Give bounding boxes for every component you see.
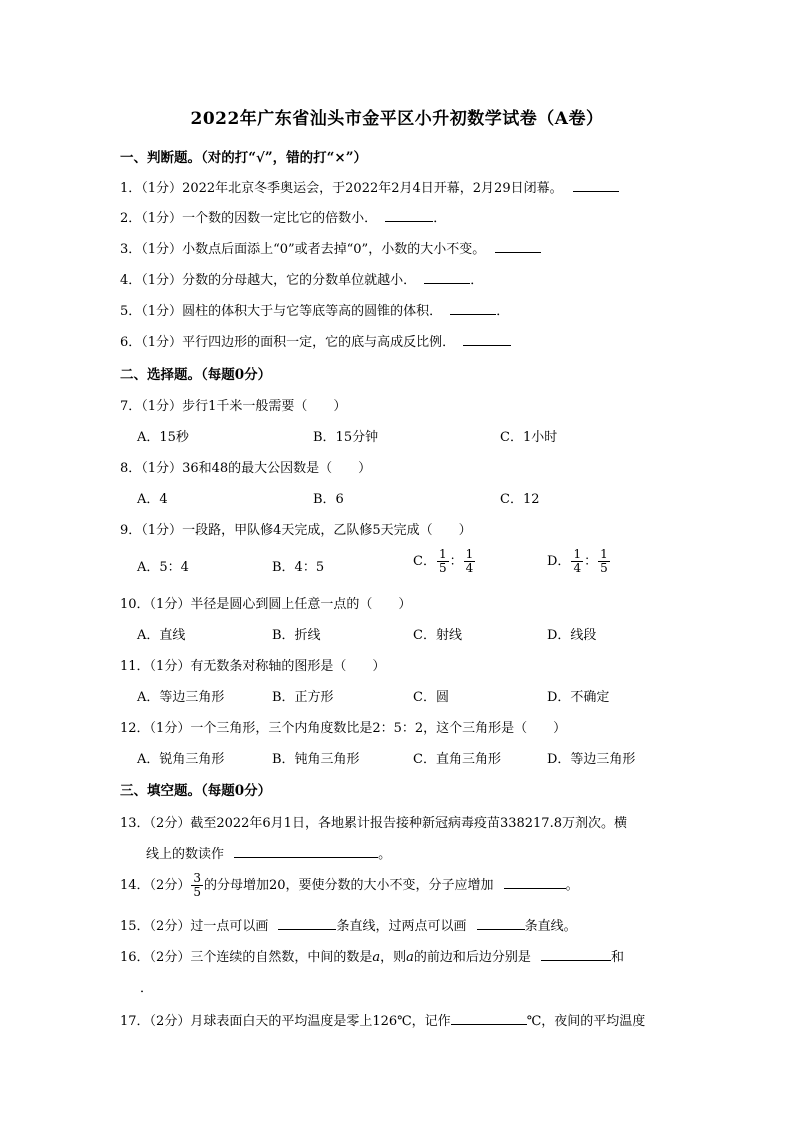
answer-blank[interactable]: [450, 302, 496, 315]
option-c[interactable]: C．射线: [413, 628, 462, 643]
question-number: 17．: [120, 1014, 150, 1029]
question-number: 1．: [120, 181, 142, 196]
question-5: [120, 300, 509, 319]
answer-blank[interactable]: [477, 917, 525, 930]
question-text: 有无数条对称轴的图形是（ ）: [190, 659, 386, 674]
question-number: 11．: [120, 659, 150, 674]
question-number: 6．: [120, 335, 142, 350]
question-text: 平行四边形的面积一定，它的底与高成反比例．: [182, 335, 456, 350]
option-d[interactable]: D．不确定: [547, 690, 610, 705]
question-score: （1分）: [149, 597, 191, 612]
question-score: （1分）: [149, 659, 191, 674]
question-text: 过一点可以画: [190, 919, 269, 934]
question-4: [120, 269, 483, 288]
option-b[interactable]: B．4：5: [272, 560, 325, 575]
question-score: （1分）: [149, 721, 191, 736]
option-a[interactable]: A．直线: [137, 628, 186, 643]
answer-blank[interactable]: [573, 179, 619, 192]
option-c[interactable]: C．圆: [413, 690, 449, 705]
question-text: 圆柱的体积大于与它等底等高的圆锥的体积．: [182, 304, 443, 319]
question-9: [120, 519, 472, 538]
option-a[interactable]: A．锐角三角形: [137, 752, 225, 767]
question-score: （1分）: [141, 273, 183, 288]
question-11: [120, 655, 385, 674]
question-tail: 。: [378, 847, 392, 862]
option-a[interactable]: A．5：4: [137, 560, 189, 575]
question-13-line-2: [146, 843, 391, 862]
question-score: （2分）: [149, 878, 191, 893]
question-3: [120, 238, 541, 257]
question-text: 条直线，过两点可以画: [336, 919, 467, 934]
question-13: [120, 812, 627, 831]
option-d[interactable]: D．线段: [547, 628, 597, 643]
question-number: 16．: [120, 950, 150, 965]
answer-blank[interactable]: [451, 1012, 527, 1025]
question-number: 14．: [120, 878, 150, 893]
answer-blank[interactable]: [495, 240, 541, 253]
answer-blank[interactable]: [424, 271, 470, 284]
fraction: [464, 548, 476, 575]
option-label: C．: [413, 554, 436, 569]
answer-blank[interactable]: [541, 948, 611, 961]
option-d[interactable]: [547, 548, 611, 575]
variable-a: a: [372, 950, 381, 965]
question-tail: 。: [565, 878, 579, 893]
question-score: （1分）: [141, 211, 183, 226]
option-b[interactable]: B．折线: [272, 628, 321, 643]
numerator: 1: [573, 547, 582, 561]
question-number: 9．: [120, 523, 142, 538]
option-b[interactable]: B．正方形: [272, 690, 334, 705]
option-c[interactable]: C．1小时: [500, 430, 558, 445]
denominator: 4: [573, 561, 582, 575]
fraction: [571, 548, 583, 575]
option-a[interactable]: A．4: [137, 492, 168, 507]
question-tail: ．: [433, 211, 447, 226]
denominator: 5: [193, 885, 201, 899]
section-true-false-heading: 一、判断题。（对的打“√”，错的打“×”）: [120, 150, 367, 166]
question-score: （1分）: [141, 461, 183, 476]
question-score: （2分）: [149, 816, 191, 831]
question-number: 3．: [120, 242, 142, 257]
ratio-separator: ：: [584, 554, 598, 569]
answer-blank[interactable]: [234, 845, 378, 858]
question-number: 10．: [120, 597, 150, 612]
question-number: 12．: [120, 721, 150, 736]
fraction: [191, 872, 203, 899]
question-text: 一个三角形，三个内角度数比是2：5：2，这个三角形是（ ）: [190, 721, 567, 736]
question-score: （1分）: [141, 304, 183, 319]
question-number: 5．: [120, 304, 142, 319]
section-multiple-choice-heading: 二、选择题。（每题0分）: [120, 367, 272, 383]
option-c[interactable]: [413, 548, 476, 575]
question-16: [120, 946, 624, 965]
question-text: 2022年北京冬季奥运会，于2022年2月4日开幕，2月29日闭幕。: [182, 181, 563, 196]
question-16-line-2: [140, 977, 153, 996]
question-text: 三个连续的自然数，中间的数是: [190, 950, 373, 965]
option-b[interactable]: B．钝角三角形: [272, 752, 360, 767]
question-score: （1分）: [141, 523, 183, 538]
question-text: 一段路，甲队修4天完成，乙队修5天完成（ ）: [182, 523, 472, 538]
question-score: （2分）: [149, 1014, 191, 1029]
question-15: [120, 915, 577, 934]
fraction: [437, 548, 449, 575]
ratio-separator: ：: [449, 554, 463, 569]
denominator: 5: [438, 561, 447, 575]
question-2: [120, 207, 446, 226]
question-text: 的前边和后边分别是: [413, 950, 531, 965]
option-a[interactable]: A．15秒: [137, 430, 189, 445]
option-d[interactable]: D．等边三角形: [547, 752, 636, 767]
exam-title: 2022年广东省汕头市金平区小升初数学试卷（A卷）: [190, 109, 604, 129]
question-number: 13．: [120, 816, 150, 831]
question-score: （2分）: [149, 919, 191, 934]
question-score: （1分）: [141, 399, 183, 414]
fraction: [598, 548, 610, 575]
numerator: 1: [465, 547, 474, 561]
question-text: 的分母增加20，要使分数的大小不变，分子应增加: [203, 878, 494, 893]
numerator: 1: [600, 547, 608, 561]
question-tail: ．: [470, 273, 484, 288]
question-text: 线上的数读作: [146, 847, 225, 862]
question-number: 8．: [120, 461, 142, 476]
option-c[interactable]: C．直角三角形: [413, 752, 501, 767]
question-number: 7．: [120, 399, 142, 414]
question-8: [120, 457, 371, 476]
answer-blank[interactable]: [385, 209, 433, 222]
answer-blank[interactable]: [463, 333, 511, 346]
question-text: ，则: [380, 950, 407, 965]
question-10: [120, 593, 411, 612]
question-score: （2分）: [149, 950, 191, 965]
question-text: 分数的分母越大，它的分数单位就越小．: [182, 273, 417, 288]
question-text: 截至2022年6月1日，各地累计报告接种新冠病毒疫苗338217.8万剂次。横: [190, 816, 627, 831]
question-text: 月球表面白天的平均温度是零上126℃，记作: [190, 1014, 451, 1029]
question-number: 4．: [120, 273, 142, 288]
question-score: （1分）: [141, 181, 183, 196]
option-c[interactable]: C．12: [500, 492, 540, 507]
numerator: 1: [438, 547, 447, 561]
question-score: （1分）: [141, 242, 183, 257]
section-fill-in-heading: 三、填空题。（每题0分）: [120, 783, 272, 799]
question-tail: ．: [496, 304, 510, 319]
question-7: [120, 395, 346, 414]
question-text: 小数点后面添上“0”或者去掉“0”，小数的大小不变。: [182, 242, 486, 257]
question-score: （1分）: [141, 335, 183, 350]
answer-blank[interactable]: [504, 876, 566, 889]
denominator: 5: [600, 561, 608, 575]
question-6: [120, 331, 511, 350]
option-a[interactable]: A．等边三角形: [137, 690, 225, 705]
question-text: 和: [611, 950, 625, 965]
question-tail: ．: [140, 981, 154, 996]
option-b[interactable]: B．15分钟: [313, 430, 379, 445]
question-number: 15．: [120, 919, 150, 934]
question-text: ℃，夜间的平均温度: [526, 1014, 646, 1029]
question-12: [120, 717, 566, 736]
variable-a: a: [406, 950, 414, 965]
answer-blank[interactable]: [278, 917, 336, 930]
question-text: 条直线。: [524, 919, 577, 934]
numerator: 3: [193, 871, 201, 885]
denominator: 4: [465, 561, 474, 575]
question-17: [120, 1010, 645, 1029]
question-14: [120, 872, 579, 899]
question-text: 一个数的因数一定比它的倍数小．: [182, 211, 378, 226]
question-1: [120, 177, 619, 196]
question-text: 半径是圆心到圆上任意一点的（ ）: [190, 597, 412, 612]
option-b[interactable]: B．6: [313, 492, 344, 507]
question-text: 步行1千米一般需要（ ）: [182, 399, 347, 414]
option-label: D．: [547, 554, 571, 569]
question-text: 36和48的最大公因数是（ ）: [182, 461, 372, 476]
question-number: 2．: [120, 211, 142, 226]
